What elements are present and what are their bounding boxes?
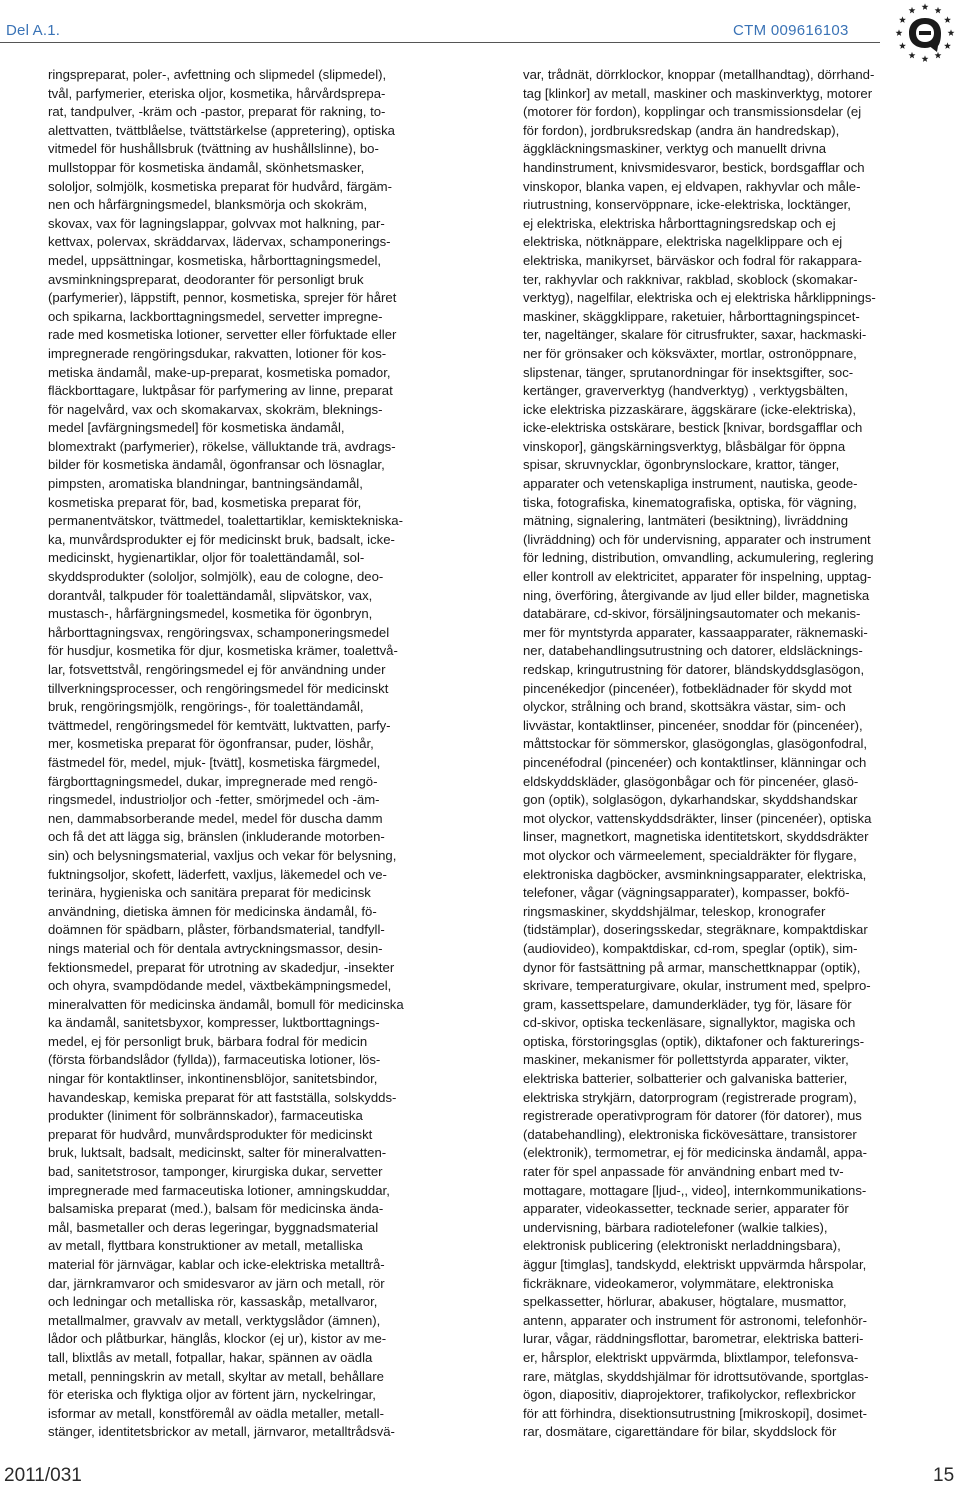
logo-star-icon xyxy=(899,16,906,23)
text-line: och få det att lägga sig, bränslen (inkluderande motorben- xyxy=(48,829,385,845)
text-line: av metall, flyttbara konstruktioner av metall, metalliska xyxy=(48,1238,363,1254)
text-line: icke elektriska pizzaskärare, äggskärare (icke-elektriska), xyxy=(523,401,857,417)
text-line: nings material och för dentala avtryckningsmassor, desin- xyxy=(48,940,383,956)
text-line: rade med kosmetiska lotioner, servetter eller förfuktade eller xyxy=(48,327,397,343)
text-line: mål, basmetaller och deras legeringar, byggnadsmaterial xyxy=(48,1219,379,1235)
text-line: apparater, videokassetter, tecknade serier, apparater för xyxy=(523,1201,849,1217)
text-line: tillverkningsprocesser, och rengöringsmedel för medicinskt xyxy=(48,680,389,696)
text-line: medel, ej för personligt bruk, bärbara fodral för medicin xyxy=(48,1033,368,1049)
text-line: tag [klinkor] av metall, maskiner och maskinverktyg, motorer xyxy=(523,85,873,101)
text-line: och ohyra, svampdödande medel, växtbekämpningsmedel, xyxy=(48,978,392,994)
text-line: och ledningar och metalliska rör, kassaskåp, metallvaror, xyxy=(48,1294,378,1310)
text-line: databärare, cd-skivor, försäljningsautomater och mekanis- xyxy=(523,606,861,622)
text-line: metall, penningskrin av metall, skyltar av metall, behållare xyxy=(48,1368,384,1384)
text-line: riutrustning, konservöppnare, icke-elektriska, locktänger, xyxy=(523,197,851,213)
text-line: rat, tandpulver, -kräm och -pastor, preparat för rakning, to- xyxy=(48,104,386,120)
text-line: produkter (liniment för solbrännskador), farmaceutiska xyxy=(48,1108,363,1124)
text-line: skrivare, temperaturgivare, okular, instrument med, spelpro- xyxy=(523,978,871,994)
text-line: var, trådnät, dörrklockor, knoppar (metallhandtag), dörrhand- xyxy=(523,67,875,82)
text-line: (första förbandslådor (fyllda)), farmaceutiska lotioner, lös- xyxy=(48,1052,381,1068)
text-line: bruk, luktsalt, badsalt, medicinskt, salter för mineralvatten- xyxy=(48,1145,387,1161)
text-line: verktyg), nagelfilar, elektriska och ej elektriska hårklippnings- xyxy=(523,290,876,306)
text-line: pincenéfodral (pincenéer) och kontaktlinser, klänningar och xyxy=(523,754,867,770)
text-line: optiska, förstoringsglas (optik), diktafoner och fakturerings- xyxy=(523,1033,865,1049)
text-line: ögon, diapositiv, diaprojektorer, trafikolyckor, reflexbrickor xyxy=(523,1387,856,1403)
left-text-column xyxy=(48,66,438,1442)
text-line: cd-skivor, optiska teckenläsare, signallyktor, magiska och xyxy=(523,1015,856,1031)
text-line: måttstockar för sömmerskor, glasögonglas, glasögonfodral, xyxy=(523,736,868,752)
logo-star-icon xyxy=(935,52,942,59)
text-line: mineralvatten för medicinska ändamål, bomull för medicinska xyxy=(48,996,404,1012)
text-line: undervisning, bärbara radiotelefoner (walkie talkies), xyxy=(523,1219,828,1235)
text-line: och spikarna, lackborttagningsmedel, servetter impregne- xyxy=(48,308,383,324)
text-line: hårborttagningsvax, rengöringsvax, schamponeringsmedel xyxy=(48,624,390,640)
text-line: lådor och plåtburkar, hänglås, klockor (ej ur), kistor av me- xyxy=(48,1331,387,1347)
text-line: (audiovideo), kompaktdiskar, cd-rom, speglar (optik), sim- xyxy=(523,940,858,956)
text-line: ka, munvårdsprodukter ej för medicinskt bruk, badsalt, icke- xyxy=(48,531,395,547)
text-line: registrerade operativprogram för datorer (för datorer), mus xyxy=(523,1108,862,1124)
text-line: avsminkningspreparat, deodoranter för personligt bruk xyxy=(48,271,364,287)
text-line: skyddsprodukter (sololjor, solmjölk), eau de cologne, deo- xyxy=(48,569,384,585)
text-line: (livräddning) och för undervisning, apparater och instrument xyxy=(523,531,871,547)
text-line: mer, kosmetiska preparat för ögonfransar, puder, löshår, xyxy=(48,736,374,752)
text-line: mer för myntstyrda apparater, kassaapparater, räknemaski- xyxy=(523,624,868,640)
text-line: icke-elektriska ostskärare, bestick [knivar, bordsgafflar och xyxy=(523,420,863,436)
text-line: nen och hårfärgningsmedel, blanksmörja och skokräm, xyxy=(48,197,368,213)
text-line: bilder för kosmetiska ändamål, ögonfransar och lösnaglar, xyxy=(48,457,385,473)
text-line: maskiner, skäggklippare, raketuier, hårborttagningspincet- xyxy=(523,308,860,324)
logo-star-icon xyxy=(922,3,929,10)
text-line: pimpsten, aromatiska blandningar, bantningsändamål, xyxy=(48,476,363,492)
issue-number: 2011/031 xyxy=(4,1465,82,1486)
logo-star-icon xyxy=(896,29,903,36)
text-line: användning, dietiska ämnen för medicinska ändamål, fö- xyxy=(48,903,377,919)
text-line: rare, mätglas, skyddshjälmar för idrottsutövande, sportglas- xyxy=(523,1368,869,1384)
text-line: tall, blixtlås av metall, fotpallar, hakar, spännen av oädla xyxy=(48,1349,373,1365)
text-line: elektriska, manikyrset, bärväskor och fodral för rakappara- xyxy=(523,252,862,268)
text-line: fickräknare, videokameror, volymmätare, elektroniska xyxy=(523,1275,834,1291)
text-line: mustasch-, hårfärgningsmedel, kosmetika för ögonbryn, xyxy=(48,606,373,622)
text-line: (motorer för fordon), kopplingar och transmissionsdelar (ej xyxy=(523,104,862,120)
text-line: äggur [timglas], tandskydd, elektriskt uppvärmda hårspolar, xyxy=(523,1257,867,1272)
text-line: (tidstämplar), doseringsskedar, stegräknare, kompaktdiskar xyxy=(523,922,868,938)
text-line: preparat för hudvård, munvårdsprodukter för medicinskt xyxy=(48,1126,373,1142)
text-line: maskiner, mekanismer för pollettstyrda apparater, vikter, xyxy=(523,1052,849,1068)
text-line: dar, järnkramvaror och smidesvaror av järn och metall, rör xyxy=(48,1275,385,1291)
text-line: stänger, identitetsbrickor av metall, järnvaror, metalltrådsvä- xyxy=(48,1424,395,1440)
text-line: bad, sanitetstrosor, tamponger, kirurgiska dukar, servetter xyxy=(48,1164,383,1180)
text-line: (elektronik), termometrar, ej för medicinska ändamål, appa- xyxy=(523,1145,867,1161)
header-divider xyxy=(0,42,880,43)
document-id: CTM 009616103 xyxy=(733,22,849,39)
text-line: blomextrakt (parfymerier), rökelse, välluktande trä, avdrags- xyxy=(48,438,396,454)
text-line: sololjor, solmjölk, kosmetiska preparat för hudvård, färgäm- xyxy=(48,178,392,194)
logo-star-icon xyxy=(909,52,916,59)
oami-star-logo-icon xyxy=(893,2,957,64)
text-line: för att förhindra, disektionsutrustning [mikroskopi], dosimet- xyxy=(523,1405,867,1421)
logo-star-icon xyxy=(944,16,951,23)
text-line: vinskopor], gängskärningsverktyg, blåsbälgar för öppna xyxy=(523,438,846,454)
text-line: eldskyddskläder, glasögonbågar och för pincenéer, glasö- xyxy=(523,773,859,789)
text-line: för husdjur, kosmetika för djur, kosmetiska krämer, toalettvå- xyxy=(48,643,398,659)
text-line: mottagare, mottagare [ljud-,, video], internkommunikations- xyxy=(523,1182,867,1198)
text-line: fläckborttagare, luktpåsar för parfymering av linne, preparat xyxy=(48,383,393,399)
text-line: ter, rakhyvlar och rakknivar, rakblad, skoblock (skomakar- xyxy=(523,271,858,287)
text-line: elektronisk publicering (elektroniskt nerladdningsbara), xyxy=(523,1238,841,1254)
text-line: metiska ändamål, make-up-preparat, kosmetiska pomador, xyxy=(48,364,391,380)
logo-star-icon xyxy=(909,7,916,14)
text-line: material för järnvägar, kablar och icke-elektriska metalltrå- xyxy=(48,1257,385,1272)
right-text-column xyxy=(523,66,913,1442)
text-line: eller kontroll av elektricitet, apparater för inspelning, upptag- xyxy=(523,569,872,585)
text-line: havandeskap, kemiska preparat för att fastställa, solskydds- xyxy=(48,1089,397,1105)
text-line: linser, magnetkort, magnetiska identitetskort, skyddsdräkter xyxy=(523,829,869,845)
text-line: livvästar, kontaktlinser, pincenéer, snoddar för (pincenéer), xyxy=(523,717,863,733)
text-line: rater för spel anpassade för användning enbart med tv- xyxy=(523,1164,844,1180)
section-label: Del A.1. xyxy=(6,22,61,39)
text-line: metallmalmer, gravvalv av metall, verktygslådor (ämnen), xyxy=(48,1312,381,1328)
text-line: fektionsmedel, preparat för utrotning av skadedjur, -insekter xyxy=(48,959,395,975)
text-line: ning, överföring, återgivande av ljud eller bilder, magnetiska xyxy=(523,587,870,603)
text-line: rar, dosmätare, cigarettändare för bilar, skyddslock för xyxy=(523,1424,837,1440)
text-line: ner, databehandlingsutrustning och datorer, eldsläcknings- xyxy=(523,643,863,659)
text-line: mot olyckor och värmeelement, specialdräkter för flygare, xyxy=(523,847,857,863)
text-line: mätning, signalering, lantmäteri (besiktning), livräddning xyxy=(523,513,849,529)
text-line: antenn, apparater och instrument för astronomi, telefonhör- xyxy=(523,1312,868,1328)
text-line: elektriska, nötknäppare, elektriska nagelklippare och ej xyxy=(523,234,843,250)
text-line: gram, kassettspelare, damunderkläder, tyg för, läsare för xyxy=(523,996,852,1012)
text-line: elektroniska dagböcker, avsminkningsapparater, elektriska, xyxy=(523,866,867,882)
text-line: sin) och belysningsmaterial, vaxljus och vekar för belysning, xyxy=(48,847,397,863)
text-line: ningar för kontaktlinser, inkontinensblöjor, sanitetsbindor, xyxy=(48,1071,378,1087)
text-line: vitmedel för hushållsbruk (tvättning av hushållslinne), bo- xyxy=(48,141,379,157)
text-line: tvål, parfymerier, eteriska oljor, kosmetika, hårvårdsprepa- xyxy=(48,85,386,101)
text-line: för fordon), jordbruksredskap (andra än handredskap), xyxy=(523,122,840,138)
text-line: ringsmedel, industrioljor och -fetter, smörjmedel och -äm- xyxy=(48,792,380,808)
page-number: 15 xyxy=(933,1465,955,1486)
logo-emblem-bar xyxy=(919,31,931,35)
text-line: medel, uppsättningar, kosmetiska, hårborttagningsmedel, xyxy=(48,252,382,268)
text-line: elektriska strykjärn, datorprogram (registrerade program), xyxy=(523,1089,857,1105)
text-line: nen, dammabsorberande medel, medel för duscha damm xyxy=(48,810,383,826)
text-line: fästmedel för, medel, mjuk- [tvätt], kosmetiska färgmedel, xyxy=(48,754,381,770)
text-line: handinstrument, knivsmidesvaror, bestick, bordsgafflar och xyxy=(523,159,865,175)
text-line: er, hårsplor, elektriskt uppvärmda, blixtlampor, telefonsva- xyxy=(523,1349,859,1365)
text-line: vinskopor, blanka vapen, ej eldvapen, rakhyvlar och måle- xyxy=(523,178,861,194)
text-line: olyckor, strålning och brand, skottsäkra västar, sim- och xyxy=(523,699,846,715)
text-line: medel [avfärgningsmedel] för kosmetiska ändamål, xyxy=(48,420,345,436)
text-line: pincenékedjor (pincenéer), fotbeklädnader för skydd mot xyxy=(523,680,852,696)
text-line: mot olyckor, vattenskyddsdräkter, linser (pincenéer), optiska xyxy=(523,810,872,826)
text-line: för nagelvård, vax och skomakarvax, skokräm, bleknings- xyxy=(48,401,383,417)
logo-star-icon xyxy=(944,42,951,49)
text-line: ter, nageltänger, skalare för citrusfrukter, saxar, hackmaski- xyxy=(523,327,867,343)
text-line: impregnerade med farmaceutiska lotioner, amningskuddar, xyxy=(48,1182,390,1198)
text-line: tvättmedel, rengöringsmedel för kemtvätt, luktvatten, parfy- xyxy=(48,717,391,733)
text-line: skovax, vax för lagningslappar, golvvax mot halkning, par- xyxy=(48,215,385,231)
text-line: kertänger, graververktyg (handverktyg) , verktygsbälten, xyxy=(523,383,849,399)
text-line: dynor för fastsättning på armar, manschettknappar (optik), xyxy=(523,959,861,975)
text-line: elektriska batterier, solbatterier och galvaniska batterier, xyxy=(523,1071,848,1087)
text-line: ej elektriska, elektriska hårborttagningsredskap och ej xyxy=(523,215,836,231)
text-line: medicinskt, hygienartiklar, oljor för toalettändamål, sol- xyxy=(48,550,365,566)
text-line: äggkläckningsmaskiner, verktyg och manuellt drivna xyxy=(523,141,827,157)
text-line: ner för grönsaker och köksväxter, mortlar, ostronöppnare, xyxy=(523,345,857,361)
text-line: bruk, rengöringsmjölk, rengörings-, för toalettändamål, xyxy=(48,699,364,715)
text-line: färgborttagningsmedel, dukar, impregnerade med rengö- xyxy=(48,773,378,789)
logo-star-icon xyxy=(899,42,906,49)
text-line: för eteriska och flyktiga oljor av förtent järn, nyckelringar, xyxy=(48,1387,376,1403)
text-line: fuktningsoljor, skofett, läderfett, vaxljus, läkemedel och ve- xyxy=(48,866,387,882)
text-line: spelkassetter, hörlurar, abakuser, högtalare, musmattor, xyxy=(523,1294,847,1310)
text-line: tiska, fotografiska, kinematografiska, optiska, för vägning, xyxy=(523,494,857,510)
text-line: spisar, skruvnycklar, ögonbrynslockare, krattor, tänger, xyxy=(523,457,840,473)
text-line: ka ändamål, sanitetsbyxor, kompresser, luktborttagnings- xyxy=(48,1015,380,1031)
text-line: lar, fotsvettstvål, rengöringsmedel ej för användning under xyxy=(48,662,386,677)
text-line: impregnerade rengöringsdukar, rakvatten, lotioner för kos- xyxy=(48,345,387,361)
text-line: dorantvål, talkpuder för toalettändamål, slipvätskor, vax, xyxy=(48,587,373,603)
text-line: gon (optik), solglasögon, dykarhandskar, skyddshandskar xyxy=(523,792,858,808)
text-line: kettvax, polervax, skräddarvax, lädervax, schamponerings- xyxy=(48,234,391,250)
text-line: slipstenar, tänger, sprutanordningar för insektsgifter, soc- xyxy=(523,364,854,380)
text-line: alettvatten, tvättblåelse, tvättstärkelse (appretering), optiska xyxy=(48,122,395,138)
text-line: kosmetiska preparat för, bad, kosmetiska preparat för, xyxy=(48,494,362,510)
text-line: ringspreparat, poler-, avfettning och slipmedel (slipmedel), xyxy=(48,67,387,82)
logo-star-icon xyxy=(922,55,929,62)
text-line: ringsmaskiner, skyddshjälmar, teleskop, kronografer xyxy=(523,903,826,919)
text-line: (databehandling), elektroniska fickövesättare, transistorer xyxy=(523,1126,857,1142)
text-line: permanentvätskor, tvättmedel, toalettartiklar, kemisktekniska- xyxy=(48,513,403,529)
text-line: mullstoppar för kosmetiska ändamål, skönhetsmasker, xyxy=(48,159,365,175)
text-line: för ledning, distribution, omvandling, ackumulering, reglering xyxy=(523,550,874,566)
text-line: lurar, vågar, räddningsflottar, barometrar, elektriska batteri- xyxy=(523,1331,864,1347)
logo-star-icon xyxy=(935,7,942,14)
text-line: balsamiska preparat (med.), balsam för medicinska ända- xyxy=(48,1201,384,1217)
logo-star-icon xyxy=(948,29,955,36)
text-line: apparater och vetenskapliga instrument, nautiska, geode- xyxy=(523,476,858,492)
text-line: isformar av metall, konstföremål av oädla metaller, metall- xyxy=(48,1405,384,1421)
text-line: terinära, hygieniska och sanitära preparat för medicinsk xyxy=(48,885,371,901)
text-line: doämnen för spädbarn, plåster, förbandsmaterial, tandfyll- xyxy=(48,922,385,938)
text-line: telefoner, vågar (vägningsapparater), kompasser, bokfö- xyxy=(523,885,850,901)
text-line: redskap, kringutrustning för datorer, bländskyddsglasögon, xyxy=(523,662,865,677)
text-line: (parfymerier), läppstift, pennor, kosmetiska, sprejer för håret xyxy=(48,290,397,306)
